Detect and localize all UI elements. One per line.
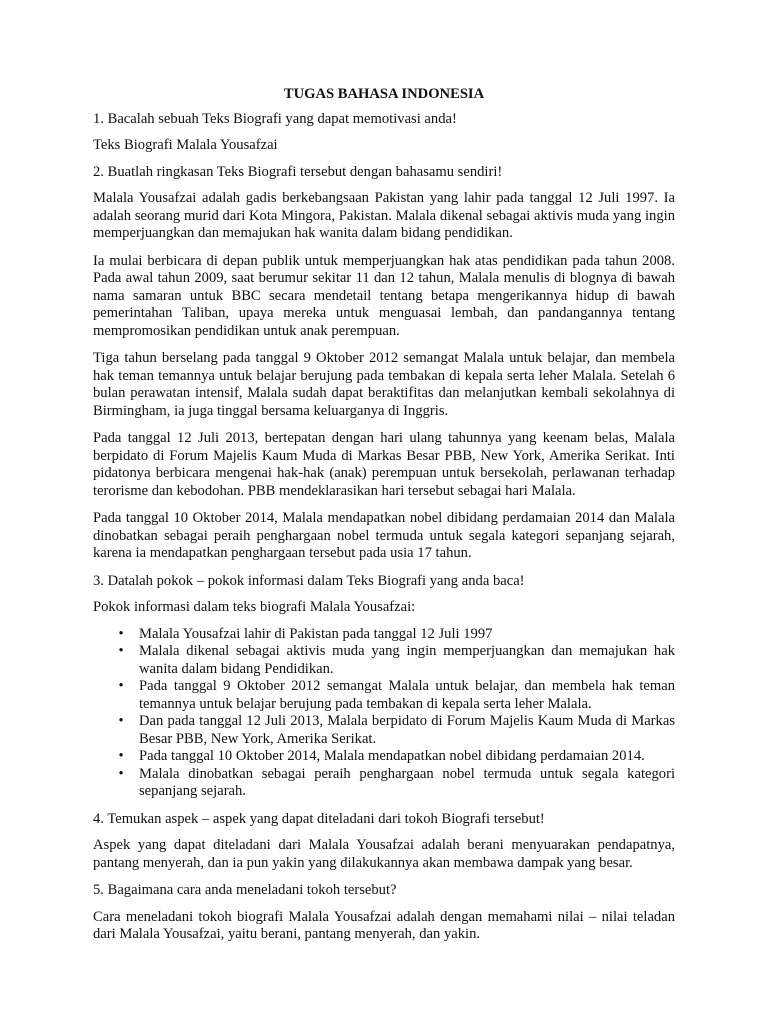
summary-paragraph-1: Malala Yousafzai adalah gadis berkebangsaan Pakistan yang lahir pada tanggal 12 Juli 1997. Ia adalah seorang murid dari Kota Mingora, Pakistan. Malala dikenal sebagai aktivis muda yang ingin memperjuangkan dan memajukan hak wanita dalam bidang pendidikan. (93, 190, 675, 241)
list-item (93, 748, 675, 766)
list-item-text: Pada tanggal 9 Oktober 2012 semangat Malala untuk belajar, dan membela hak teman temannya untuk belajar berujung pada tembakan di kepala serta leher Malala. (139, 678, 675, 712)
list-item-text: Pada tanggal 10 Oktober 2014, Malala mendapatkan nobel dibidang perdamaian 2014. (139, 748, 645, 764)
bullet-icon: • (118, 748, 124, 764)
answer-5: Cara meneladani tokoh biografi Malala Yousafzai adalah dengan memahami nilai – nilai teladan dari Malala Yousafzai, yaitu berani, pantang menyerah, dan yakin. (93, 908, 675, 942)
answer-3-intro: Pokok informasi dalam teks biografi Malala Yousafzai: (93, 599, 416, 615)
answer-1: Teks Biografi Malala Yousafzai (93, 137, 278, 153)
summary-paragraph-2: Ia mulai berbicara di depan publik untuk memperjuangkan hak atas pendidikan pada tahun 2008. Pada awal tahun 2009, saat berumur sekitar 11 dan 12 tahun, Malala menulis di blognya di bawah nama samaran untuk BBC secara mendetail tentang betapa mengerikannya hidup di bawah pemerintahan Taliban, upaya mereka untuk menguasai lembah, dan pandangannya tentang mempromosikan pendidikan untuk anak perempuan. (93, 252, 675, 339)
question-2: 2. Buatlah ringkasan Teks Biografi tersebut dengan bahasamu sendiri! (93, 163, 503, 180)
question-4: 4. Temukan aspek – aspek yang dapat diteladani dari tokoh Biografi tersebut! (93, 810, 545, 827)
summary-paragraph-4: Pada tanggal 12 Juli 2013, bertepatan dengan hari ulang tahunnya yang keenam belas, Malala berpidato di Forum Majelis Kaum Muda di Markas Besar PBB, New York, Amerika Serikat. Inti pidatonya berbicara mengenai hak-hak (anak) perempuan untuk bersekolah, perlawanan terhadap terorisme dan kebodohan. PBB mendeklarasikan hari tersebut sebagai hari Malala. (93, 430, 675, 499)
list-item-text: Malala Yousafzai lahir di Pakistan pada tanggal 12 Juli 1997 (139, 625, 493, 642)
summary-paragraph-5: Pada tanggal 10 Oktober 2014, Malala mendapatkan nobel dibidang perdamaian 2014 dan Malala dinobatkan sebagai peraih penghargaan nobel termuda untuk segala kategori sepanjang sejarah, karena ia mendapatkan penghargaan tersebut pada usia 17 tahun. (93, 510, 675, 561)
list-item-text: Dan pada tanggal 12 Juli 2013, Malala berpidato di Forum Majelis Kaum Muda di Markas Besar PBB, New York, Amerika Serikat. (139, 713, 675, 747)
list-item (93, 626, 675, 644)
list-item (93, 678, 675, 713)
summary-paragraph-3: Tiga tahun berselang pada tanggal 9 Oktober 2012 semangat Malala untuk belajar, dan membela hak teman temannya untuk belajar berujung pada tembakan di kepala serta leher Malala. Setelah 6 bulan perawatan intensif, Malala sudah dapat beraktifitas dan melanjutkan kembali sekolahnya di Birmingham, ia juga tinggal bersama keluarganya di Inggris. (93, 350, 675, 419)
bullet-icon: • (118, 678, 124, 694)
answer-4: Aspek yang dapat diteladani dari Malala Yousafzai adalah berani menyuarakan pendapatnya, pantang menyerah, dan ia pun yakin yang dilakukannya akan membawa dampak yang besar. (93, 837, 675, 871)
list-item (93, 643, 675, 678)
question-3: 3. Datalah pokok – pokok informasi dalam Teks Biografi yang anda baca! (93, 572, 525, 589)
bullet-icon: • (118, 625, 124, 642)
bullet-icon: • (118, 643, 124, 659)
document-title: TUGAS BAHASA INDONESIA (283, 86, 485, 102)
list-item (93, 766, 675, 801)
bullet-icon: • (118, 713, 124, 729)
bullet-icon: • (118, 765, 124, 782)
question-1: 1. Bacalah sebuah Teks Biografi yang dapat memotivasi anda! (93, 110, 457, 127)
list-item (93, 713, 675, 748)
info-points-list (93, 626, 675, 801)
question-5: 5. Bagaimana cara anda meneladani tokoh tersebut? (93, 882, 397, 898)
list-item-text: Malala dikenal sebagai aktivis muda yang ingin memperjuangkan dan memajukan hak wanita dalam bidang Pendidikan. (139, 643, 675, 677)
list-item-text: Malala dinobatkan sebagai peraih penghargaan nobel termuda untuk segala kategori sepanjang sejarah. (139, 765, 675, 799)
